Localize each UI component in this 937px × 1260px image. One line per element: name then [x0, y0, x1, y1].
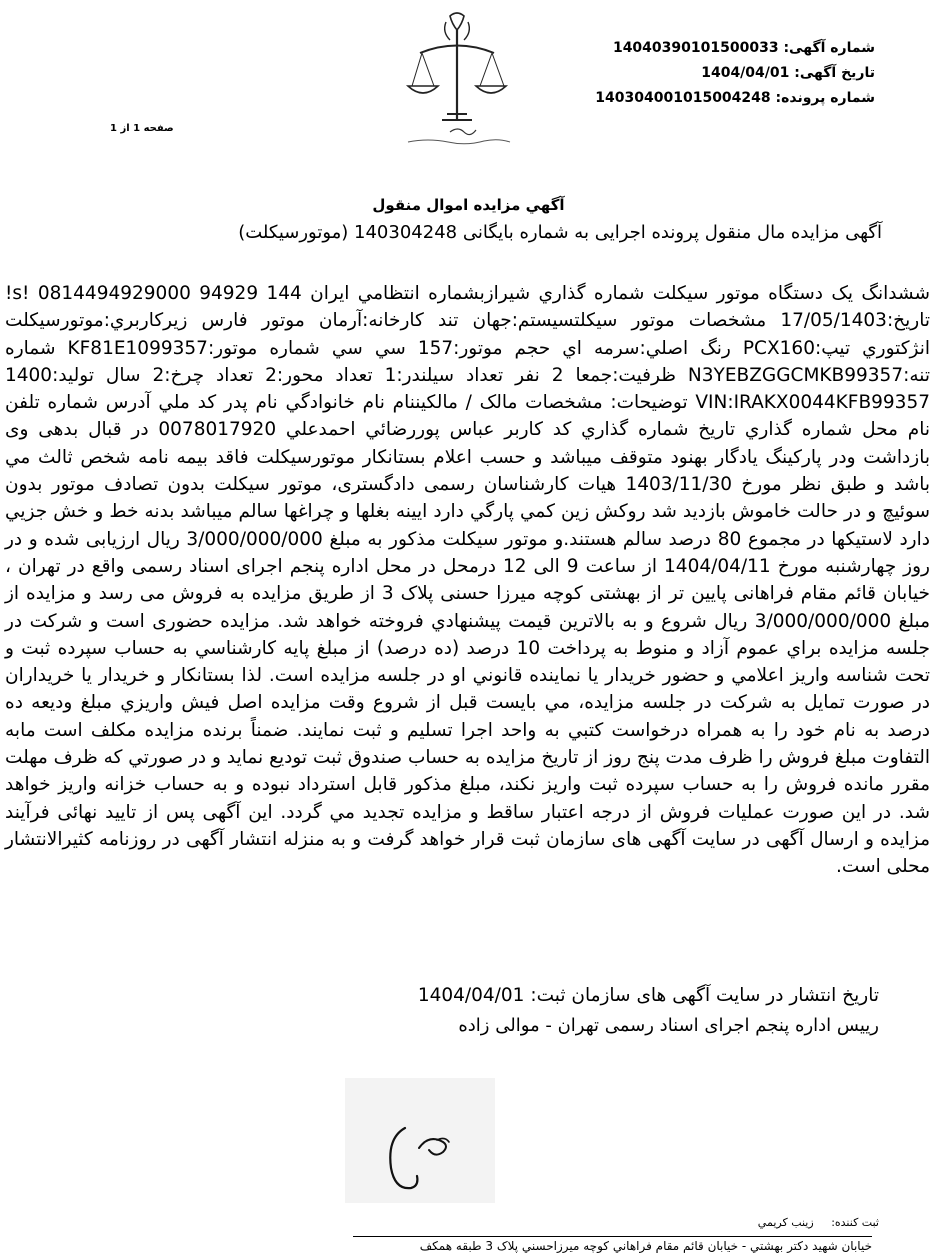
ad-number-row — [595, 36, 875, 61]
case-number: 140304001015004248 — [595, 90, 771, 106]
office-chief: رییس اداره پنجم اجرای اسناد رسمی تهران - موالی زاده — [458, 1015, 879, 1036]
publish-date-line — [418, 985, 879, 1006]
ad-meta — [595, 36, 875, 111]
ad-date-row — [595, 61, 875, 86]
case-number-row — [595, 86, 875, 111]
ad-number-label: شماره آگهی: — [783, 40, 875, 56]
auction-notice-body: ششدانگ یک دستگاه موتور سیکلت شماره گذاري شيرازبشماره انتظامي ايران 144 94929 s! 0814494929000! تاریخ:17/05/1403 مشخصات موتور سیکلتسیستم:جهان تند کارخانه:آرمان موتور فارس زيركاربري:موتورسيكلت انژكتوري تيپ:PCX160 رنگ اصلي:سرمه اي حجم موتور:157 سي سي شماره موتور:KF81E1099357 شماره تنه:N3YEBZGGCMKB99357 ظرفيت:جمعا 2 نفر تعداد سيلندر:1 تعداد محور:2 تعداد چرخ:2 سال توليد:1400 VIN:IRAKX0044KFB99357 توضيحات: مشخصات مالک / مالکیننام نام خانوادگي نام پدر کد ملي آدرس شماره تلفن نام محل شماره گذاري تاريخ شماره گذاري کد کاربر عباس پوررضائي احمدعلي 0078017920 در قبال بدهی وی بازداشت ودر پارکینگ یادگار بهنود متوقف میباشد و حسب اعلام بستانکار موتورسیکلت فاقد بیمه نامه شخص ثالث مي باشد و طبق نظر مورخ 1403/11/30 هیات کارشناسان رسمی دادگستری، موتور سیکلت بدون تصادف موتور بدون سوئیچ و در حالت خاموش بازدید شد روکش زین کمي پارگي دارد ايينه بغلها و چراغها سالم میباشد بدنه خط و خش جزيي دارد لاستيكها در مجموع 80 درصد سالم هستند.و موتور سیکلت مذکور به مبلغ 3/000/000/000 ریال ارزیابی شده و در روز چهارشنبه مورخ 1404/04/11 از ساعت 9 الی 12 درمحل در محل اداره پنجم اجرای اسناد رسمی واقع در تهران ، خیابان قائم مقام فراهانی پایین تر از بهشتی کوچه میرزا حسنی پلاک 3 از طریق مزایده به فروش می رسد و مزایده از مبلغ 3/000/000/000 ریال شروع و به بالاترين قيمت پيشنهادي فروخته خواهد شد. مزایده حضوری است و شرکت در جلسه مزايده براي عموم آزاد و منوط به پرداخت 10 درصد (ده درصد) از مبلغ پايه كارشناسي به حساب سپرده ثبت و تحت شناسه واريز اعلامي و حضور خريدار يا نماينده قانوني او در جلسه مزايده است. لذا بستانكار و خريدار يا خريداران در صورت تمايل به شركت در جلسه مزايده، مي بايست قبل از شروع وقت مزايده اصل فيش واريزي مبلغ وديعه ده درصد به نام خود را به همراه درخواست كتبي به واحد اجرا تسليم و ثبت نمايند. ضمناً برنده مزايده مكلف است مابه التفاوت مبلغ فروش را ظرف مدت پنج روز از تاريخ مزايده به حساب صندوق ثبت توديع نمايد و در صورتي كه ظرف مهلت مقرر مانده فروش را به حساب سپرده ثبت واريز نكند، مبلغ مذكور قابل استرداد نبوده و به حساب خزانه واريز خواهد شد. در اين صورت عمليات فروش از درجه اعتبار ساقط و مزايده تجديد مي گردد. این آگهی پس از تایید نهائی فرآیند مزایده و ارسال آگهی در سایت آگهی های سازمان ثبت قرار خواهد گرفت و به منزله انتشار آگهی در روزنامه کثیرالانتشار محلی است. — [5, 283, 931, 878]
registrar-name: زينب كريمي — [757, 1216, 814, 1229]
publish-date-label: تاریخ انتشار در سایت آگهی های سازمان ثبت: — [530, 985, 879, 1006]
publish-date: 1404/04/01 — [417, 985, 525, 1006]
case-number-label: شماره پرونده: — [775, 90, 875, 106]
handwritten-signature — [345, 1078, 495, 1203]
office-address: خيابان شهيد دكتر بهشتي - خيابان قائم مقام فراهاني كوچه ميرزاحسني پلاک 3 طبقه همكف — [419, 1239, 872, 1253]
ad-date-label: تاریخ آگهی: — [794, 65, 875, 81]
judiciary-emblem-logo — [400, 8, 515, 148]
ad-number: 14040390101500033 — [612, 40, 779, 56]
document-title: آگهي مزايده اموال منقول — [372, 196, 565, 214]
footer-divider — [353, 1236, 872, 1237]
page-indicator: صفحه 1 از 1 — [110, 123, 174, 134]
document-subtitle: آگهی مزایده مال منقول پرونده اجرایی به شماره بایگانی 140304248 (موتورسیکلت) — [238, 222, 882, 243]
registrar-label: ثبت کننده: — [831, 1216, 879, 1229]
registrar-line — [744, 1216, 879, 1229]
ad-date: 1404/04/01 — [701, 65, 790, 81]
